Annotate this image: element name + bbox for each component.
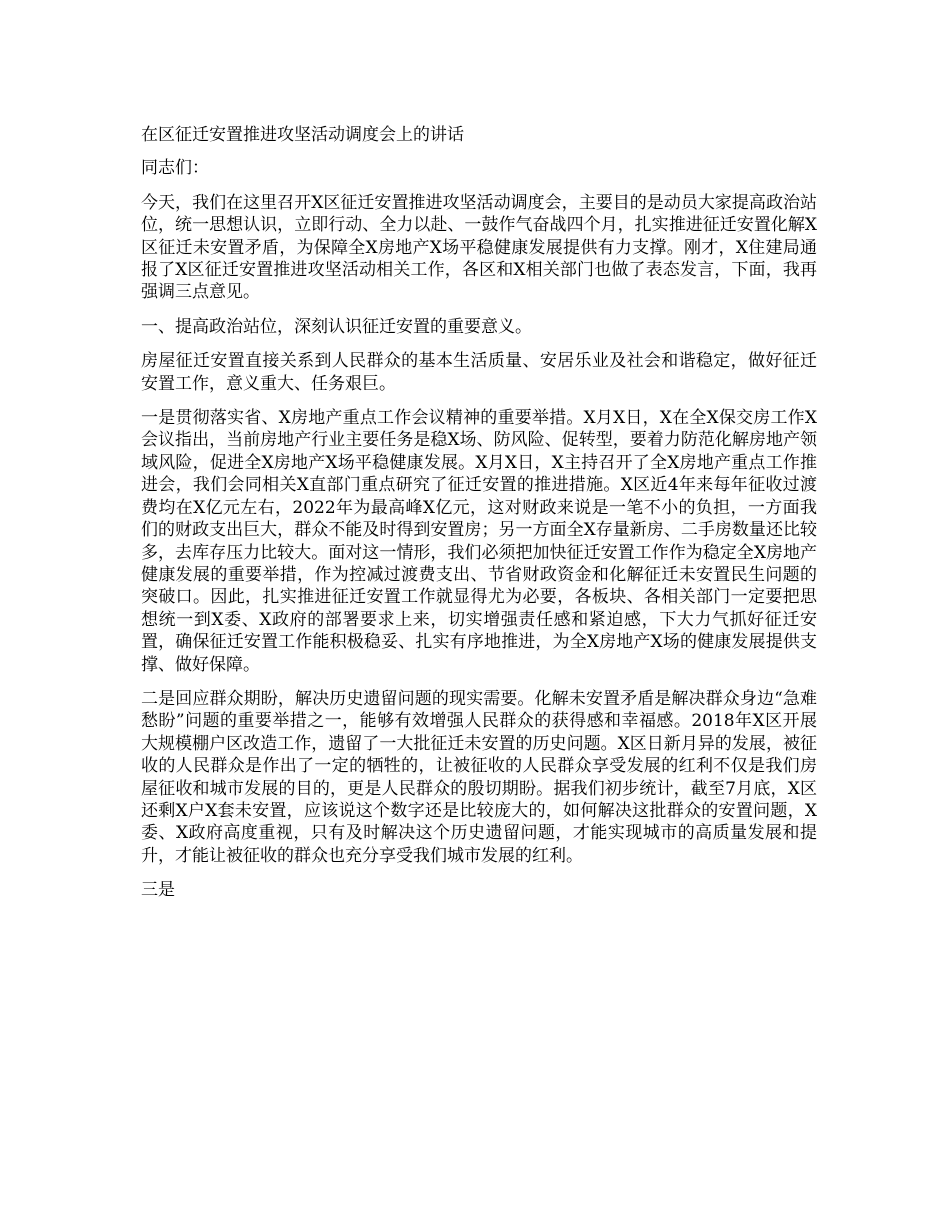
paragraph-point-3: 三是 (141, 880, 175, 901)
paragraph-point-1: 一是贯彻落实省、X房地产重点工作会议精神的重要举措。X月X日，X在全X保交房工作X会议指出，当前房地产行业主要任务是稳X场、防风险、促转型，要着力防范化解房地产领域风险，促进全X房地产X场平稳健康发展。X月X日，X主持召开了全X房地产重点工作推进会，我们会同相关X直部门重点研究了征迁安置的推进措施。X区近4年来每年征收过渡费均在X亿元左右，2022年为最高峰X亿元，这对财政来说是一笔不小的负担，一方面我们的财政支出巨大，群众不能及时得到安置房；另一方面全X存量新房、二手房数量还比较多，去库存压力比较大。面对这一情形，我们必须把加快征迁安置工作作为稳定全X房地产健康发展的重要举措，作为控减过渡费支出、节省财政资金和化解征迁未安置民生问题的突破口。因此，扎实推进征迁安置工作就显得尤为必要，各板块、各相关部门一定要把思想统一到X委、X政府的部署要求上来，切实增强责任感和紧迫感，下大力气抓好征迁安置，确保征迁安置工作能积极稳妥、扎实有序地推进，为全X房地产X场的健康发展提供支撑、做好保障。 (141, 408, 817, 675)
salutation: 同志们： (141, 158, 209, 179)
document-page (141, 124, 817, 914)
paragraph-intro: 今天，我们在这里召开X区征迁安置推进攻坚活动调度会，主要目的是动员大家提高政治站位，统一思想认识，立即行动、全力以赴、一鼓作气奋战四个月，扎实推进征迁安置化解X区征迁未安置矛盾，为保障全X房地产X场平稳健康发展提供有力支撑。刚才，X住建局通报了X区征迁安置推进攻坚活动相关工作，各区和X相关部门也做了表态发言，下面，我再强调三点意见。 (141, 192, 817, 303)
document-title: 在区征迁安置推进攻坚活动调度会上的讲话 (141, 125, 464, 145)
section-heading-1: 一、提高政治站位，深刻认识征迁安置的重要意义。 (141, 316, 532, 337)
paragraph-section-1-intro: 房屋征迁安置直接关系到人民群众的基本生活质量、安居乐业及社会和谐稳定，做好征迁安置工作，意义重大、任务艰巨。 (141, 351, 817, 394)
paragraph-point-2: 二是回应群众期盼，解决历史遗留问题的现实需要。化解未安置矛盾是解决群众身边“急难愁盼”问题的重要举措之一，能够有效增强人民群众的获得感和幸福感。2018年X区开展大规模棚户区改造工作，遗留了一大批征迁未安置的历史问题。X区日新月异的发展，被征收的人民群众是作出了一定的牺牲的，让被征收的人民群众享受发展的红利不仅是我们房屋征收和城市发展的目的，更是人民群众的殷切期盼。据我们初步统计，截至7月底，X区还剩X户X套未安置，应该说这个数字还是比较庞大的，如何解决这批群众的安置问题，X委、X政府高度重视，只有及时解决这个历史遗留问题，才能实现城市的高质量发展和提升，才能让被征收的群众也充分享受我们城市发展的红利。 (141, 688, 817, 866)
